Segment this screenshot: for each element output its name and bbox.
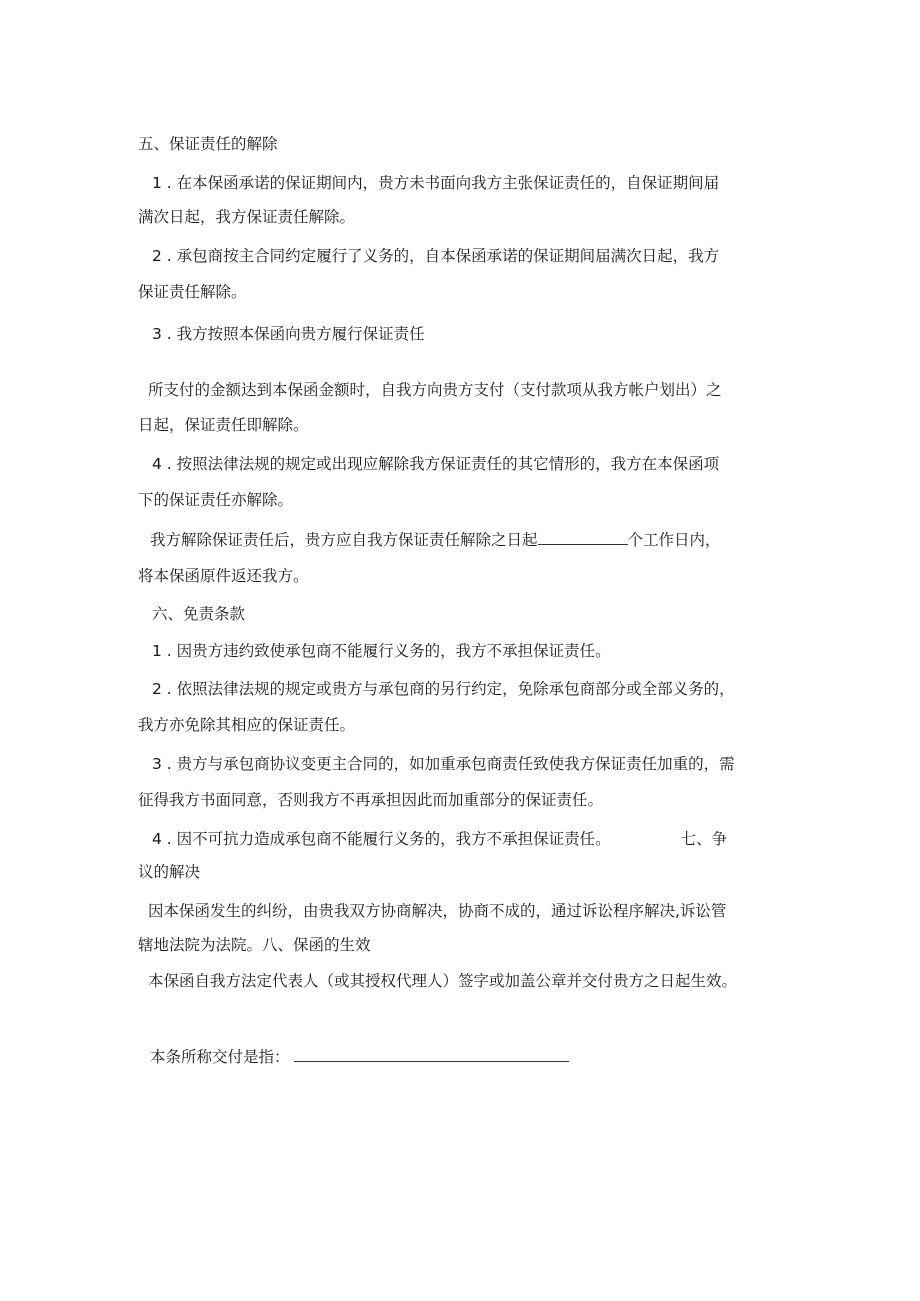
section6-item4: 4 . 因不可抗力造成承包商不能履行义务的，我方不承担保证责任。 (152, 830, 611, 848)
section7-heading-part2: 议的解决 (138, 863, 201, 881)
section5-item1-line1: 1 . 在本保函承诺的保证期间内，贵方未书面向我方主张保证责任的，自保证期间届 (152, 174, 720, 192)
section6-item2-line2: 我方亦免除其相应的保证责任。 (138, 716, 356, 734)
section6-item3-line2: 征得我方书面同意，否则我方不再承担因此而加重部分的保证责任。 (138, 791, 604, 809)
section6-item2-line1: 2 . 依照法律法规的规定或贵方与承包商的另行约定，免除承包商部分或全部义务的， (152, 680, 735, 698)
section5-item4-line1: 4 . 按照法律法规的规定或出现应解除我方保证责任的其它情形的，我方在本保函项 (152, 455, 720, 473)
return-clause-text-b: 个工作日内， (627, 531, 721, 549)
section6-heading: 六、免责条款 (152, 605, 246, 623)
section6-item4-line (152, 828, 800, 850)
delivery-definition-line (150, 1045, 800, 1068)
section5-item4-line2: 下的保证责任亦解除。 (138, 491, 294, 509)
section7-heading-part1: 七、争 (680, 830, 728, 848)
section5-item2-line1: 2 . 承包商按主合同约定履行了义务的，自本保函承诺的保证期间届满次日起，我方 (152, 247, 720, 265)
section5-item3-line2: 所支付的金额达到本保函金额时，自我方向贵方支付（支付款项从我方帐户划出）之 (148, 381, 722, 399)
section5-item3-line1: 3 . 我方按照本保函向贵方履行保证责任 (152, 325, 425, 343)
section5-heading: 五、保证责任的解除 (138, 135, 278, 153)
delivery-label: 本条所称交付是指： (150, 1048, 290, 1066)
section5-item3-line3: 日起，保证责任即解除。 (138, 416, 309, 434)
section7-body-line2: 辖地法院为法院。八、保函的生效 (138, 936, 371, 954)
workdays-blank (538, 528, 628, 545)
section8-body: 本保函自我方法定代表人（或其授权代理人）签字或加盖公章并交付贵方之日起生效。 (148, 972, 738, 990)
delivery-blank (294, 1045, 569, 1062)
section7-body-line1: 因本保函发生的纠纷，由贵我双方协商解决，协商不成的，通过诉讼程序解决,诉讼管 (148, 902, 727, 920)
section6-item1: 1 . 因贵方违约致使承包商不能履行义务的，我方不承担保证责任。 (152, 642, 611, 660)
section5-item1-line2: 满次日起，我方保证责任解除。 (138, 208, 356, 226)
return-clause-text-a: 我方解除保证责任后，贵方应自我方保证责任解除之日起 (150, 531, 538, 549)
section6-item3-line1: 3 . 贵方与承包商协议变更主合同的，如加重承包商责任致使我方保证责任加重的，需 (152, 755, 735, 773)
section5-item2-line2: 保证责任解除。 (138, 283, 247, 301)
return-clause-line2: 将本保函原件返还我方。 (138, 567, 309, 585)
return-clause-line1 (150, 528, 800, 551)
